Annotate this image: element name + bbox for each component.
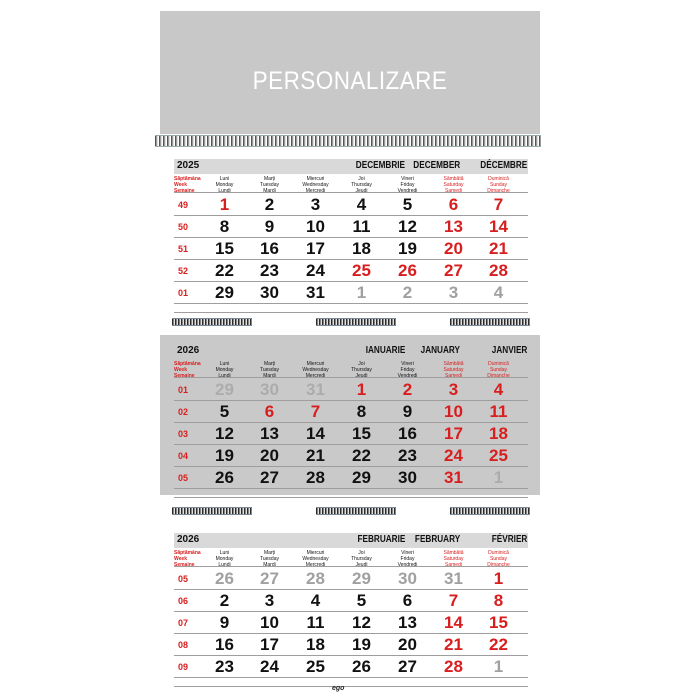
day-name-line: Dimanche — [487, 373, 510, 379]
day-number: 28 — [444, 657, 463, 676]
week-number: 08 — [178, 640, 189, 650]
day-number: 21 — [306, 446, 325, 465]
day-number: 4 — [310, 591, 321, 610]
day-name-line: Samedi — [445, 188, 462, 194]
panel-spiral-binding — [450, 318, 530, 326]
day-name-line: Tuesday — [260, 367, 279, 373]
day-number: 24 — [260, 657, 279, 676]
day-name-line: Miercuri — [306, 550, 325, 556]
day-name-line: Vineri — [401, 550, 414, 556]
day-number: 9 — [219, 613, 230, 632]
week-label-line: Week — [174, 556, 187, 562]
week-number: 51 — [178, 244, 189, 254]
day-name-line: Miercuri — [306, 176, 325, 182]
day-number: 15 — [215, 239, 234, 258]
day-number: 7 — [448, 591, 459, 610]
day-name-line: Sunday — [490, 182, 507, 188]
month-header — [174, 533, 528, 548]
day-number: 3 — [310, 195, 321, 214]
panel-spiral-binding — [172, 318, 252, 326]
month-name-en: JANUARY — [420, 345, 460, 356]
day-number: 29 — [215, 283, 234, 302]
day-name-line: Saturday — [443, 182, 464, 188]
notes-line — [174, 312, 528, 313]
header-divider — [174, 192, 528, 193]
day-number: 4 — [493, 283, 504, 302]
day-name-line: Lundi — [218, 373, 231, 379]
day-number: 10 — [444, 402, 463, 421]
day-number: 1 — [493, 569, 504, 588]
week-row — [174, 445, 528, 467]
day-number: 23 — [398, 446, 417, 465]
day-number: 15 — [489, 613, 508, 632]
day-name-line: Monday — [215, 556, 234, 562]
week-row — [174, 634, 528, 656]
week-number: 05 — [178, 473, 189, 483]
day-name-line: Duminică — [488, 550, 509, 556]
day-number: 18 — [489, 424, 508, 443]
day-number: 14 — [489, 217, 508, 236]
day-number: 15 — [352, 424, 371, 443]
day-number: 26 — [215, 468, 234, 487]
week-row — [174, 590, 528, 612]
day-name-line: Friday — [400, 182, 415, 188]
day-number: 13 — [260, 424, 279, 443]
day-number: 25 — [489, 446, 508, 465]
day-number: 22 — [215, 261, 234, 280]
week-number: 05 — [178, 574, 189, 584]
day-number: 12 — [215, 424, 234, 443]
day-number: 13 — [398, 613, 417, 632]
day-number: 26 — [352, 657, 371, 676]
day-name-line: Samedi — [445, 373, 462, 379]
day-name-line: Sâmbătă — [443, 361, 464, 367]
day-number: 24 — [306, 261, 325, 280]
week-label-line: Week — [174, 182, 187, 188]
week-row — [174, 423, 528, 445]
day-number: 3 — [448, 283, 459, 302]
day-name-line: Lundi — [218, 188, 231, 194]
day-name-line: Luni — [219, 176, 230, 182]
day-number: 11 — [489, 402, 508, 421]
day-name-line: Mercredi — [305, 373, 326, 379]
day-number: 14 — [444, 613, 463, 632]
day-number: 1 — [493, 468, 504, 487]
personalization-header — [160, 11, 540, 134]
week-row — [174, 194, 528, 216]
day-number: 6 — [402, 591, 413, 610]
day-number: 23 — [260, 261, 279, 280]
day-number: 7 — [310, 402, 321, 421]
day-number: 27 — [260, 468, 279, 487]
top-spiral-binding — [155, 135, 541, 147]
day-number: 12 — [398, 217, 417, 236]
day-number: 6 — [264, 402, 275, 421]
day-name-line: Luni — [219, 361, 230, 367]
day-number: 27 — [260, 569, 279, 588]
week-label-line: Semaine — [174, 373, 195, 379]
week-row — [174, 238, 528, 260]
day-number: 21 — [444, 635, 463, 654]
day-name-line: Vineri — [401, 176, 414, 182]
day-number: 17 — [260, 635, 279, 654]
day-number: 8 — [356, 402, 367, 421]
day-number: 9 — [264, 217, 275, 236]
day-name-line: Vendredi — [397, 373, 418, 379]
year-label: 2025 — [177, 160, 200, 171]
day-number: 10 — [306, 217, 325, 236]
header-divider — [174, 566, 528, 567]
day-number: 30 — [260, 283, 279, 302]
day-name-line: Samedi — [445, 562, 462, 568]
day-name-line: Vendredi — [397, 562, 418, 568]
day-number: 19 — [215, 446, 234, 465]
day-number: 23 — [215, 657, 234, 676]
day-name-line: Mercredi — [305, 562, 326, 568]
week-number: 01 — [178, 288, 189, 298]
day-number: 5 — [356, 591, 367, 610]
day-number: 16 — [398, 424, 417, 443]
day-name-line: Sâmbătă — [443, 176, 464, 182]
day-name-line: Joi — [358, 176, 365, 182]
day-number: 10 — [260, 613, 279, 632]
month-header — [174, 344, 528, 359]
month-name-en: FEBRUARY — [414, 534, 460, 545]
day-number: 22 — [489, 635, 508, 654]
day-name-line: Marți — [263, 550, 276, 556]
day-name-line: Dimanche — [487, 188, 510, 194]
week-number: 09 — [178, 662, 189, 672]
day-name-line: Wednesday — [302, 556, 329, 562]
week-number: 01 — [178, 385, 189, 395]
day-name-line: Monday — [215, 367, 234, 373]
day-name-line: Saturday — [443, 556, 464, 562]
day-number: 31 — [444, 468, 463, 487]
week-row — [174, 260, 528, 282]
day-number: 30 — [398, 569, 417, 588]
year-label: 2026 — [177, 534, 200, 545]
day-number: 26 — [215, 569, 234, 588]
week-row — [174, 216, 528, 238]
day-name-line: Thursday — [351, 182, 372, 188]
day-name-line: Lundi — [218, 562, 231, 568]
day-number: 29 — [352, 569, 371, 588]
day-number: 17 — [306, 239, 325, 258]
day-name-line: Luni — [219, 550, 230, 556]
header-divider — [174, 377, 528, 378]
day-name-line: Thursday — [351, 556, 372, 562]
day-name-line: Mercredi — [305, 188, 326, 194]
panel-spiral-binding — [316, 507, 396, 515]
day-name-line: Friday — [400, 367, 415, 373]
day-number: 21 — [489, 239, 508, 258]
day-number: 27 — [444, 261, 463, 280]
month-name-ro: FEBRUARIE — [357, 534, 405, 545]
month-name-fr: JANVIER — [491, 345, 527, 356]
week-label-line: Săptămâna — [174, 176, 201, 182]
day-name-line: Friday — [400, 556, 415, 562]
day-number: 2 — [402, 283, 413, 302]
notes-line — [174, 686, 528, 687]
month-name-ro: DECEMBRIE — [355, 160, 405, 171]
month-header — [174, 159, 528, 174]
day-number: 30 — [398, 468, 417, 487]
day-number: 19 — [398, 239, 417, 258]
day-number: 19 — [352, 635, 371, 654]
month-name-fr: DÉCEMBRE — [480, 160, 527, 171]
day-number: 18 — [352, 239, 371, 258]
year-label: 2026 — [177, 345, 200, 356]
day-name-line: Duminică — [488, 176, 509, 182]
day-name-line: Joi — [358, 361, 365, 367]
day-name-line: Sunday — [490, 556, 507, 562]
day-number: 6 — [448, 195, 459, 214]
day-number: 3 — [264, 591, 275, 610]
week-row — [174, 656, 528, 678]
day-number: 5 — [219, 402, 230, 421]
week-number: 52 — [178, 266, 189, 276]
day-number: 4 — [493, 380, 504, 399]
week-number: 04 — [178, 451, 189, 461]
day-number: 29 — [352, 468, 371, 487]
week-number: 02 — [178, 407, 189, 417]
week-number: 03 — [178, 429, 189, 439]
day-name-line: Wednesday — [302, 182, 329, 188]
day-number: 17 — [444, 424, 463, 443]
day-number: 22 — [352, 446, 371, 465]
calendar-month-1 — [160, 150, 540, 308]
day-number: 25 — [306, 657, 325, 676]
day-number: 16 — [260, 239, 279, 258]
day-name-line: Jeudi — [355, 373, 368, 379]
day-name-line: Joi — [358, 550, 365, 556]
day-number: 30 — [260, 380, 279, 399]
day-number: 1 — [356, 283, 367, 302]
panel-spiral-binding — [450, 507, 530, 515]
day-number: 20 — [260, 446, 279, 465]
month-name-en: DECEMBER — [413, 160, 460, 171]
week-row — [174, 401, 528, 423]
week-number: 06 — [178, 596, 189, 606]
day-number: 11 — [352, 217, 371, 236]
week-row — [174, 612, 528, 634]
day-number: 20 — [398, 635, 417, 654]
month-name-ro: IANUARIE — [365, 345, 405, 356]
header-title: PERSONALIZARE — [252, 67, 448, 95]
day-number: 12 — [352, 613, 371, 632]
week-number: 50 — [178, 222, 189, 232]
day-number: 14 — [306, 424, 325, 443]
day-number: 27 — [398, 657, 417, 676]
day-name-line: Wednesday — [302, 367, 329, 373]
day-number: 8 — [219, 217, 230, 236]
day-name-line: Jeudi — [355, 562, 368, 568]
day-name-line: Mardi — [263, 188, 276, 194]
week-row — [174, 467, 528, 489]
day-number: 1 — [493, 657, 504, 676]
day-number: 8 — [493, 591, 504, 610]
day-name-line: Mardi — [263, 373, 276, 379]
week-row — [174, 282, 528, 304]
day-number: 25 — [352, 261, 371, 280]
calendar-month-3 — [160, 524, 540, 694]
panel-spiral-binding — [316, 318, 396, 326]
day-number: 4 — [356, 195, 367, 214]
week-label-line: Semaine — [174, 562, 195, 568]
day-name-line: Duminică — [488, 361, 509, 367]
day-name-line: Thursday — [351, 367, 372, 373]
day-number: 11 — [306, 613, 325, 632]
day-number: 1 — [356, 380, 367, 399]
day-number: 16 — [215, 635, 234, 654]
day-number: 5 — [402, 195, 413, 214]
day-number: 1 — [219, 195, 230, 214]
day-number: 13 — [444, 217, 463, 236]
week-label-line: Week — [174, 367, 187, 373]
day-number: 3 — [448, 380, 459, 399]
day-name-line: Marți — [263, 176, 276, 182]
day-name-line: Monday — [215, 182, 234, 188]
day-number: 2 — [219, 591, 230, 610]
week-row — [174, 379, 528, 401]
month-name-fr: FÉVRIER — [491, 534, 527, 545]
panel-spiral-binding — [172, 507, 252, 515]
calendar-month-2 — [160, 335, 540, 495]
week-label-line: Săptămâna — [174, 550, 201, 556]
day-name-line: Dimanche — [487, 562, 510, 568]
day-number: 28 — [306, 468, 325, 487]
day-number: 20 — [444, 239, 463, 258]
day-number: 26 — [398, 261, 417, 280]
day-number: 9 — [402, 402, 413, 421]
week-number: 07 — [178, 618, 189, 628]
day-number: 2 — [402, 380, 413, 399]
day-number: 31 — [444, 569, 463, 588]
week-label-line: Semaine — [174, 188, 195, 194]
day-number: 28 — [306, 569, 325, 588]
week-label-line: Săptămâna — [174, 361, 201, 367]
day-number: 31 — [306, 283, 325, 302]
day-number: 24 — [444, 446, 463, 465]
day-number: 7 — [493, 195, 504, 214]
day-name-line: Vendredi — [397, 188, 418, 194]
footer-logo: ego — [332, 685, 345, 692]
day-name-line: Miercuri — [306, 361, 325, 367]
day-name-line: Marți — [263, 361, 276, 367]
week-row — [174, 568, 528, 590]
day-number: 28 — [489, 261, 508, 280]
day-number: 31 — [306, 380, 325, 399]
day-name-line: Mardi — [263, 562, 276, 568]
day-number: 18 — [306, 635, 325, 654]
day-name-line: Sâmbătă — [443, 550, 464, 556]
day-name-line: Tuesday — [260, 556, 279, 562]
day-number: 29 — [215, 380, 234, 399]
day-name-line: Sunday — [490, 367, 507, 373]
notes-line — [174, 497, 528, 498]
day-name-line: Vineri — [401, 361, 414, 367]
day-number: 2 — [264, 195, 275, 214]
week-number: 49 — [178, 200, 189, 210]
day-name-line: Saturday — [443, 367, 464, 373]
day-name-line: Tuesday — [260, 182, 279, 188]
day-name-line: Jeudi — [355, 188, 368, 194]
